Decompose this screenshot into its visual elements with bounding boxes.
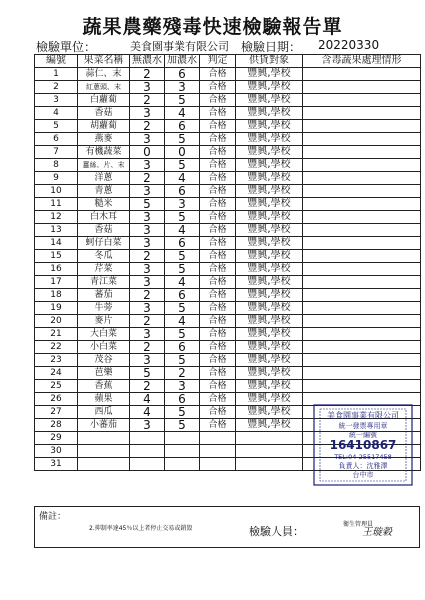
judgement: 合格 xyxy=(200,393,236,406)
supply-target: 豐興,學校 xyxy=(236,276,303,289)
supply-target: 豐興,學校 xyxy=(236,172,303,185)
unit-label: 檢驗單位： xyxy=(36,40,97,54)
judgement: 合格 xyxy=(200,328,236,341)
added-water-value: 5 xyxy=(165,328,200,341)
produce-name: 蕃茄 xyxy=(78,289,130,302)
supply-target: 豐興,學校 xyxy=(236,68,303,81)
pure-water-value: 3 xyxy=(130,354,165,367)
pure-water-value: 0 xyxy=(130,146,165,159)
produce-name: 香蕉 xyxy=(78,380,130,393)
judgement: 合格 xyxy=(200,94,236,107)
remark-cell xyxy=(303,120,421,133)
produce-name: 白蘿蔔 xyxy=(78,94,130,107)
judgement: 合格 xyxy=(200,159,236,172)
table-row xyxy=(35,172,421,185)
added-water-value: 4 xyxy=(165,172,200,185)
judgement: 合格 xyxy=(200,146,236,159)
judgement: 合格 xyxy=(200,276,236,289)
added-water-value xyxy=(165,432,200,445)
notes-text: 2.抑制率達45％以上者停止交易或銷毀 xyxy=(89,525,193,532)
produce-name: 大白菜 xyxy=(78,328,130,341)
pure-water-value xyxy=(130,445,165,458)
table-row xyxy=(35,107,421,120)
stamp-company: 美食園事業有限公司 xyxy=(327,411,399,420)
table-header-row xyxy=(35,55,421,68)
table-row xyxy=(35,380,421,393)
row-number: 18 xyxy=(35,289,78,302)
pure-water-value: 3 xyxy=(130,211,165,224)
row-number: 6 xyxy=(35,133,78,146)
supply-target: 豐興,學校 xyxy=(236,328,303,341)
table-row xyxy=(35,146,421,159)
table-row xyxy=(35,276,421,289)
supply-target: 豐興,學校 xyxy=(236,159,303,172)
added-water-value: 4 xyxy=(165,107,200,120)
added-water-value: 3 xyxy=(165,81,200,94)
table-row xyxy=(35,263,421,276)
table-row xyxy=(35,185,421,198)
judgement: 合格 xyxy=(200,120,236,133)
table-row xyxy=(35,367,421,380)
produce-name: 胡蘿蔔 xyxy=(78,120,130,133)
pure-water-value: 5 xyxy=(130,198,165,211)
added-water-value: 5 xyxy=(165,211,200,224)
col-judge-header: 判定 xyxy=(200,55,236,68)
added-water-value: 5 xyxy=(165,159,200,172)
remark-cell xyxy=(303,276,421,289)
produce-name: 香菇 xyxy=(78,224,130,237)
pure-water-value xyxy=(130,458,165,471)
supply-target: 豐興,學校 xyxy=(236,341,303,354)
row-number: 10 xyxy=(35,185,78,198)
remark-cell xyxy=(303,81,421,94)
supply-target: 豐興,學校 xyxy=(236,94,303,107)
table-row xyxy=(35,159,421,172)
remark-cell xyxy=(303,237,421,250)
produce-name: 紅蔥頭、末 xyxy=(78,81,130,94)
inspector-label: 檢驗人員： xyxy=(249,525,304,538)
pure-water-value: 4 xyxy=(130,406,165,419)
supply-target: 豐興,學校 xyxy=(236,263,303,276)
inspector-name: 王璇穀 xyxy=(362,527,392,538)
pure-water-value: 2 xyxy=(130,68,165,81)
row-number: 5 xyxy=(35,120,78,133)
added-water-value: 5 xyxy=(165,419,200,432)
table-row xyxy=(35,224,421,237)
date-value: 20220330 xyxy=(318,38,380,52)
row-number: 27 xyxy=(35,406,78,419)
row-number: 2 xyxy=(35,81,78,94)
produce-name: 青蔥 xyxy=(78,185,130,198)
row-number: 8 xyxy=(35,159,78,172)
supply-target: 豐興,學校 xyxy=(236,393,303,406)
remark-cell xyxy=(303,328,421,341)
table-row xyxy=(35,211,421,224)
added-water-value: 5 xyxy=(165,250,200,263)
produce-name xyxy=(78,445,130,458)
produce-name: 青江菜 xyxy=(78,276,130,289)
report-title: 蔬果農藥殘毒快速檢驗報告單 xyxy=(82,16,343,38)
pure-water-value: 2 xyxy=(130,120,165,133)
supply-target: 豐興,學校 xyxy=(236,406,303,419)
remark-cell xyxy=(303,263,421,276)
added-water-value: 3 xyxy=(165,380,200,393)
supply-target: 豐興,學校 xyxy=(236,367,303,380)
judgement: 合格 xyxy=(200,107,236,120)
col-no-header: 編號 xyxy=(35,55,78,68)
pure-water-value: 3 xyxy=(130,419,165,432)
supply-target: 豐興,學校 xyxy=(236,354,303,367)
judgement xyxy=(200,458,236,471)
row-number: 13 xyxy=(35,224,78,237)
judgement: 合格 xyxy=(200,185,236,198)
stamp-graphic xyxy=(312,403,414,487)
remark-cell xyxy=(303,302,421,315)
row-number: 26 xyxy=(35,393,78,406)
remark-cell xyxy=(303,198,421,211)
produce-name: 芭樂 xyxy=(78,367,130,380)
col-dose-header: 加濃水 xyxy=(165,55,200,68)
remark-cell xyxy=(303,68,421,81)
judgement: 合格 xyxy=(200,341,236,354)
supply-target xyxy=(236,458,303,471)
judgement: 合格 xyxy=(200,68,236,81)
produce-name: 香菇 xyxy=(78,107,130,120)
judgement: 合格 xyxy=(200,406,236,419)
row-number: 11 xyxy=(35,198,78,211)
pure-water-value: 3 xyxy=(130,81,165,94)
added-water-value: 6 xyxy=(165,341,200,354)
added-water-value: 6 xyxy=(165,120,200,133)
produce-name: 茂谷 xyxy=(78,354,130,367)
added-water-value: 0 xyxy=(165,146,200,159)
judgement xyxy=(200,445,236,458)
supply-target: 豐興,學校 xyxy=(236,315,303,328)
supply-target: 豐興,學校 xyxy=(236,198,303,211)
table-row xyxy=(35,315,421,328)
judgement: 合格 xyxy=(200,263,236,276)
judgement: 合格 xyxy=(200,354,236,367)
supply-target: 豐興,學校 xyxy=(236,237,303,250)
company-stamp xyxy=(312,403,414,487)
remark-cell xyxy=(303,185,421,198)
remark-cell xyxy=(303,315,421,328)
pure-water-value: 5 xyxy=(130,367,165,380)
stamp-line2: 統一發票專用章 xyxy=(338,422,388,430)
pure-water-value: 3 xyxy=(130,302,165,315)
produce-name: 薑絲、片、末 xyxy=(78,159,130,172)
inspector-title: 衛生管理員 xyxy=(343,521,374,528)
pure-water-value: 3 xyxy=(130,159,165,172)
pure-water-value: 2 xyxy=(130,250,165,263)
pure-water-value: 3 xyxy=(130,263,165,276)
pure-water-value: 3 xyxy=(130,185,165,198)
supply-target: 豐興,學校 xyxy=(236,380,303,393)
pure-water-value xyxy=(130,432,165,445)
stamp-tax-id: 16410867 xyxy=(329,438,397,452)
stamp-owner: 負責人：沈雅澤 xyxy=(338,462,388,470)
table-row xyxy=(35,81,421,94)
supply-target: 豐興,學校 xyxy=(236,120,303,133)
added-water-value: 4 xyxy=(165,315,200,328)
produce-name: 芹菜 xyxy=(78,263,130,276)
table-row xyxy=(35,250,421,263)
row-number: 12 xyxy=(35,211,78,224)
table-row xyxy=(35,94,421,107)
row-number: 23 xyxy=(35,354,78,367)
inspector-signature xyxy=(343,515,401,543)
col-target-header: 供貨對象 xyxy=(236,55,303,68)
produce-name: 小白菜 xyxy=(78,341,130,354)
remark-cell xyxy=(303,289,421,302)
pure-water-value: 2 xyxy=(130,289,165,302)
judgement: 合格 xyxy=(200,289,236,302)
col-name-header: 果菜名稱 xyxy=(78,55,130,68)
table-row xyxy=(35,289,421,302)
pure-water-value: 2 xyxy=(130,94,165,107)
added-water-value xyxy=(165,458,200,471)
row-number: 9 xyxy=(35,172,78,185)
row-number: 19 xyxy=(35,302,78,315)
added-water-value: 2 xyxy=(165,367,200,380)
supply-target: 豐興,學校 xyxy=(236,146,303,159)
supply-target: 豐興,學校 xyxy=(236,250,303,263)
produce-name: 西瓜 xyxy=(78,406,130,419)
row-number: 28 xyxy=(35,419,78,432)
notes-section xyxy=(34,506,420,548)
produce-name: 蒜仁、末 xyxy=(78,68,130,81)
table-row xyxy=(35,198,421,211)
remark-cell xyxy=(303,94,421,107)
judgement xyxy=(200,432,236,445)
supply-target xyxy=(236,432,303,445)
judgement: 合格 xyxy=(200,302,236,315)
added-water-value: 5 xyxy=(165,94,200,107)
judgement: 合格 xyxy=(200,133,236,146)
pure-water-value: 2 xyxy=(130,341,165,354)
judgement: 合格 xyxy=(200,224,236,237)
added-water-value: 6 xyxy=(165,185,200,198)
produce-name: 白木耳 xyxy=(78,211,130,224)
col-pure-header: 無濃水 xyxy=(130,55,165,68)
supply-target: 豐興,學校 xyxy=(236,133,303,146)
row-number: 16 xyxy=(35,263,78,276)
supply-target: 豐興,學校 xyxy=(236,302,303,315)
remark-cell xyxy=(303,107,421,120)
added-water-value: 5 xyxy=(165,354,200,367)
added-water-value: 6 xyxy=(165,68,200,81)
pure-water-value: 3 xyxy=(130,107,165,120)
remark-cell xyxy=(303,341,421,354)
remark-cell xyxy=(303,133,421,146)
notes-label: 備註： xyxy=(39,512,67,522)
table-row xyxy=(35,302,421,315)
supply-target: 豐興,學校 xyxy=(236,289,303,302)
produce-name: 蚵仔白菜 xyxy=(78,237,130,250)
added-water-value: 6 xyxy=(165,393,200,406)
added-water-value: 6 xyxy=(165,289,200,302)
row-number: 29 xyxy=(35,432,78,445)
remark-cell xyxy=(303,250,421,263)
supply-target: 豐興,學校 xyxy=(236,224,303,237)
table-row xyxy=(35,341,421,354)
produce-name xyxy=(78,458,130,471)
col-remark-header: 含毒蔬果處理情形 xyxy=(303,55,421,68)
pure-water-value: 2 xyxy=(130,172,165,185)
added-water-value xyxy=(165,445,200,458)
row-number: 7 xyxy=(35,146,78,159)
row-number: 21 xyxy=(35,328,78,341)
pure-water-value: 2 xyxy=(130,315,165,328)
produce-name: 洋蔥 xyxy=(78,172,130,185)
judgement: 合格 xyxy=(200,198,236,211)
judgement: 合格 xyxy=(200,211,236,224)
supply-target: 豐興,學校 xyxy=(236,185,303,198)
judgement: 合格 xyxy=(200,250,236,263)
row-number: 1 xyxy=(35,68,78,81)
produce-name: 有機蔬菜 xyxy=(78,146,130,159)
supply-target: 豐興,學校 xyxy=(236,211,303,224)
produce-name: 小蕃茄 xyxy=(78,419,130,432)
unit-value: 美食園事業有限公司 xyxy=(130,40,229,53)
remark-cell xyxy=(303,211,421,224)
supply-target: 豐興,學校 xyxy=(236,107,303,120)
pure-water-value: 3 xyxy=(130,276,165,289)
remark-cell xyxy=(303,159,421,172)
remark-cell xyxy=(303,224,421,237)
row-number: 24 xyxy=(35,367,78,380)
added-water-value: 6 xyxy=(165,237,200,250)
pure-water-value: 3 xyxy=(130,328,165,341)
added-water-value: 5 xyxy=(165,302,200,315)
row-number: 30 xyxy=(35,445,78,458)
produce-name: 燕麥 xyxy=(78,133,130,146)
remark-cell xyxy=(303,172,421,185)
remark-cell xyxy=(303,380,421,393)
pure-water-value: 2 xyxy=(130,380,165,393)
remark-cell xyxy=(303,146,421,159)
remark-cell xyxy=(303,367,421,380)
judgement: 合格 xyxy=(200,419,236,432)
table-row xyxy=(35,237,421,250)
row-number: 20 xyxy=(35,315,78,328)
date-label: 檢驗日期： xyxy=(241,40,302,54)
produce-name: 糙米 xyxy=(78,198,130,211)
supply-target xyxy=(236,445,303,458)
stamp-phone: TEL:04-25517458 xyxy=(334,453,392,461)
supply-target: 豐興,學校 xyxy=(236,81,303,94)
row-number: 22 xyxy=(35,341,78,354)
table-row xyxy=(35,354,421,367)
produce-name: 冬瓜 xyxy=(78,250,130,263)
row-number: 17 xyxy=(35,276,78,289)
produce-name: 蘋果 xyxy=(78,393,130,406)
added-water-value: 5 xyxy=(165,406,200,419)
produce-name xyxy=(78,432,130,445)
pure-water-value: 4 xyxy=(130,393,165,406)
stamp-line3: 統一編號 xyxy=(349,431,377,439)
judgement: 合格 xyxy=(200,237,236,250)
table-row xyxy=(35,68,421,81)
row-number: 3 xyxy=(35,94,78,107)
pure-water-value: 3 xyxy=(130,133,165,146)
added-water-value: 4 xyxy=(165,276,200,289)
added-water-value: 5 xyxy=(165,263,200,276)
row-number: 14 xyxy=(35,237,78,250)
judgement: 合格 xyxy=(200,172,236,185)
produce-name: 牛蒡 xyxy=(78,302,130,315)
table-row xyxy=(35,133,421,146)
added-water-value: 5 xyxy=(165,133,200,146)
added-water-value: 3 xyxy=(165,198,200,211)
judgement: 合格 xyxy=(200,367,236,380)
added-water-value: 4 xyxy=(165,224,200,237)
table-row xyxy=(35,328,421,341)
supply-target: 豐興,學校 xyxy=(236,419,303,432)
table-row xyxy=(35,120,421,133)
row-number: 4 xyxy=(35,107,78,120)
pure-water-value: 3 xyxy=(130,224,165,237)
row-number: 15 xyxy=(35,250,78,263)
judgement: 合格 xyxy=(200,315,236,328)
stamp-city: 台中市 xyxy=(352,471,374,479)
row-number: 25 xyxy=(35,380,78,393)
row-number: 31 xyxy=(35,458,78,471)
produce-name: 麥片 xyxy=(78,315,130,328)
remark-cell xyxy=(303,354,421,367)
pure-water-value: 3 xyxy=(130,237,165,250)
judgement: 合格 xyxy=(200,380,236,393)
judgement: 合格 xyxy=(200,81,236,94)
